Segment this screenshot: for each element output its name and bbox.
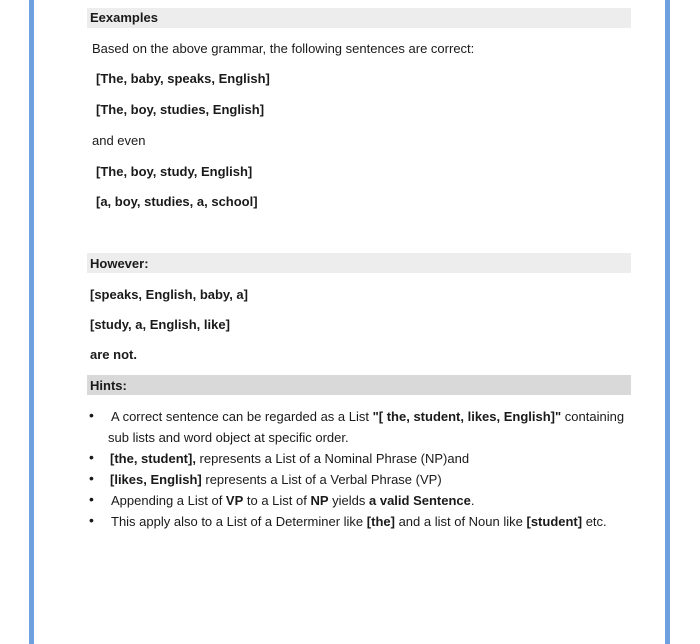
hint-4-vp: VP	[225, 493, 244, 508]
examples-intro: Based on the above grammar, the following sentences are correct:	[92, 41, 475, 56]
bullet-icon: •	[89, 470, 94, 486]
hint-5-text-a: This apply also to a List of a Determiner like	[111, 514, 367, 529]
hint-2	[110, 451, 469, 466]
hints-heading-shade	[87, 375, 631, 395]
hint-1-text-a: A correct sentence can be regarded as a List	[111, 409, 373, 424]
hint-4-text-b: to a List of	[243, 493, 311, 508]
hint-5	[111, 514, 607, 529]
example-sentence-1: [The, baby, speaks, English]	[96, 71, 270, 86]
examples-heading-shade	[87, 8, 631, 28]
bullet-icon: •	[89, 449, 94, 465]
hint-4	[111, 493, 475, 508]
hint-3	[110, 472, 442, 487]
hint-4-np: NP	[310, 493, 329, 508]
hint-4-valid-sentence: a valid Sentence	[369, 493, 471, 508]
hints-heading: Hints:	[90, 378, 127, 393]
incorrect-sentence-1: [speaks, English, baby, a]	[90, 287, 248, 302]
incorrect-sentence-2: [study, a, English, like]	[90, 317, 230, 332]
and-even-text: and even	[92, 133, 146, 148]
hint-3-text: represents a List of a Verbal Phrase (VP)	[201, 472, 442, 487]
hint-2-text: represents a List of a Nominal Phrase (NP)and	[195, 451, 470, 466]
examples-heading: Eexamples	[90, 10, 158, 25]
example-sentence-4: [a, boy, studies, a, school]	[96, 194, 258, 209]
however-heading-shade	[87, 253, 631, 273]
hint-1-line-2: sub lists and word object at specific order.	[108, 430, 349, 445]
hint-5-text-b: and a list of Noun like	[394, 514, 527, 529]
hint-1-line-1	[111, 409, 624, 424]
however-heading: However:	[90, 256, 149, 271]
hint-1-example-list: "[ the, student, likes, English]"	[372, 409, 562, 424]
hint-5-text-c: etc.	[582, 514, 607, 529]
bullet-icon: •	[89, 512, 94, 528]
are-not-text: are not.	[90, 347, 137, 362]
example-sentence-2: [The, boy, studies, English]	[96, 102, 265, 117]
hint-4-text-a: Appending a List of	[111, 493, 226, 508]
bullet-icon: •	[89, 407, 94, 423]
hint-1-text-b: containing	[561, 409, 625, 424]
hint-3-vp-list: [likes, English]	[110, 472, 202, 487]
hint-2-np-list: [the, student],	[110, 451, 196, 466]
hint-5-determiner: [the]	[366, 514, 395, 529]
hint-4-text-c: yields	[328, 493, 369, 508]
hint-4-period: .	[470, 493, 475, 508]
bullet-icon: •	[89, 491, 94, 507]
hint-5-noun: [student]	[526, 514, 583, 529]
example-sentence-3: [The, boy, study, English]	[96, 164, 253, 179]
